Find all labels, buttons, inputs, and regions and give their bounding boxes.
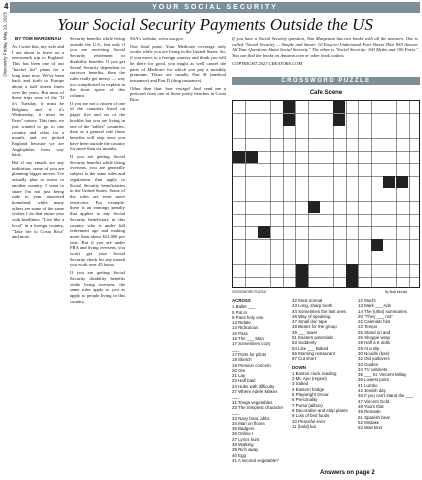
down-clues-continued — [358, 298, 420, 430]
clue-item: 41 Lumbo — [358, 382, 378, 388]
clue-item: 3 Salted — [292, 381, 309, 387]
clue-item: 46 Way of speaking — [292, 313, 331, 319]
clue-item: 20 Ore — [232, 367, 246, 373]
clue-item: 8 Decorative and strip plants — [292, 407, 348, 413]
clue-item: 36 Lowest point — [358, 377, 389, 383]
clue-item: 57 Cut short — [292, 356, 316, 362]
clue-item: 51 Eastern potentials — [292, 335, 334, 341]
black-square — [371, 239, 383, 251]
clue-item: 16 The ___ Man — [232, 336, 264, 342]
clue-item: 53 Suddenly — [292, 340, 317, 346]
clue-item: 51 Spanish bear — [358, 414, 390, 420]
crossword-credit-left: CROSSWORD PUZZLE — [232, 290, 267, 294]
black-square — [296, 264, 308, 276]
clue-item: 19 Pension concern — [232, 362, 271, 368]
black-square — [396, 176, 408, 188]
paragraph: If you have a Social Security question, Tom Margenau has two books with all the answers. One is called "Social Security — Simple and Smart: 10 Easy-to-Understand Fact Sheets That Will Answer All Your Questions About Social Security." The other is "Social Security: 100 Myths and 100 Facts." You can find the books on Amazon.com or other book outlets. — [232, 36, 418, 59]
clue-item: 10 Peaceful-ever — [292, 418, 326, 424]
section-banner-label: YOUR SOCIAL SECURITY — [152, 4, 278, 11]
clue-item: 49 ___ tower — [292, 329, 318, 335]
clue-item: 37 Lyrics hunt — [232, 436, 260, 442]
clue-item: 48 Beans for the group — [292, 324, 337, 330]
clue-item: 44 Sometimes the last ones — [292, 308, 347, 314]
clue-item: 34 TV cabinets — [358, 366, 388, 372]
clue-item: 42 Most normal — [292, 298, 323, 303]
clue-item: 24 Hubs with difficulty — [232, 383, 275, 389]
clue-item: 28 Half a K dolls — [358, 340, 390, 346]
clue-item: 11 (bold) kai — [292, 423, 316, 429]
clue-item: 30 Noodle (ban) — [358, 350, 390, 356]
paragraph: But if my emails are any indication, some of you are planning bigger moves. I've actually plan to move to another country. I want to share I'm not just being rude to your answered homeland, while many others are some of the same wishes I do that entire year with headlines: "Live like a local" in a foreign country, "Take her to Costa Rica" and more. — [12, 160, 64, 240]
clue-item: 40 Egg — [232, 452, 246, 458]
clue-item: 34 Man on floors — [232, 420, 265, 426]
clue-item: ___ — [232, 394, 240, 400]
black-square — [383, 176, 395, 188]
clue-item: 43 Long, sharp tooth — [292, 303, 333, 309]
black-square — [333, 101, 345, 113]
clue-item: 52 Mistake — [358, 419, 380, 425]
clue-item: 5 Put in — [232, 309, 247, 315]
paragraph: Other than that: bon voyage! And send me a postcard from one of those pretty beaches in Costa Rica. — [130, 85, 226, 103]
clue-item: 33 Guides — [358, 361, 379, 367]
clue-item: 1 Ballet ___ — [232, 304, 256, 310]
article-column-2 — [70, 36, 125, 304]
across-heading: ACROSS — [232, 298, 251, 303]
article-column-3 — [130, 36, 226, 103]
clue-item: 35 ___ St. Vincent Millay — [358, 372, 407, 378]
clue-item: 38 Walking — [232, 442, 254, 448]
clue-item: 47 Vincent Gold — [358, 398, 390, 404]
clue-item: 6 Personality — [292, 397, 318, 403]
clue-item: 41 A second vegetable? — [232, 457, 279, 463]
clue-item: 29 At a slip — [358, 345, 380, 351]
article-headline: Your Social Security Payments Outside the US — [57, 15, 373, 34]
down-heading: DOWN — [292, 364, 306, 370]
black-square — [283, 101, 295, 113]
clue-item: 54 Like ___ Baked — [292, 345, 329, 351]
clue-item: 35 Badgers — [232, 426, 255, 432]
clue-item: 1 Boston clock reading — [292, 370, 337, 376]
clue-item: 22 Calendar hint — [358, 319, 391, 325]
clue-item: 21 Lay — [232, 373, 246, 379]
black-square — [308, 201, 320, 213]
across-clues — [232, 298, 292, 463]
clue-item: 56 Morning restaurant — [292, 350, 335, 356]
paragraph: As I write this, my wife and I are about to leave on a one-month trip to England. This has been one of our "bucket list" plans for a long time now. We've been back and forth to Europe about a half dozen times over the years. But most of those trips were of the "If it's Tuesday, it must be Belgium and if it's Wednesday, it must be Paris" variety. This time, we just wanted to go to one country and relax for a month, and we picked England because we are Anglophiles from way back. — [12, 44, 65, 158]
black-square — [333, 114, 345, 126]
clue-item: 15 Pass — [232, 330, 248, 336]
black-square — [246, 151, 258, 163]
clue-item: 31 Tonga vegetables — [232, 399, 273, 405]
paragraph: One final point. Your Medicare coverage only works while you are living in the United States. So, if you move to a foreign country and think you will be there for good, you might as well cancel the parts of Medicare for which you pay a monthly premium. Those are usually Part B (medical insurance) and Part D (drug insurance). — [130, 43, 226, 83]
clue-item: 48 Yours that — [358, 403, 384, 409]
clue-item: 23 Half bald — [232, 378, 256, 384]
clue-item: 23 Tempo — [358, 324, 378, 330]
page-number: 4 — [4, 2, 9, 11]
clue-item: 18 Sketch — [232, 357, 252, 363]
clue-item: ___ — [232, 410, 240, 416]
clue-item: 14 The (ultra) summaries — [358, 308, 407, 314]
clue-item: 47 Small doc tape — [292, 319, 328, 325]
clue-item: 42 Jewish day — [358, 388, 386, 394]
clue-item: 53 Wait kind — [358, 425, 382, 431]
clue-item: 20 "They ___ not" — [358, 313, 393, 319]
clue-item: 32 Old pullovers — [358, 356, 390, 362]
article-column-4 — [232, 36, 418, 67]
section-banner — [10, 2, 420, 13]
clue-item: 9 Lots of bed foods — [292, 413, 330, 419]
clue-item: 33 The Simplest character — [232, 404, 284, 410]
black-square — [258, 226, 270, 238]
clue-item: 14 Ridiculous — [232, 325, 259, 331]
clue-item: 27 Where Adele Makes — [232, 389, 278, 395]
crossword-banner-label: CROSSWORD PUZZLE — [281, 78, 371, 84]
clue-item: 13 Relate — [232, 320, 251, 326]
black-square — [296, 276, 308, 288]
clue-item: 17 Ports for pilots — [232, 351, 267, 357]
side-date-strip — [1, 12, 9, 82]
clue-item: 13 Mark ___ Ads — [358, 303, 391, 309]
clue-item: 25 Stand on and — [358, 329, 391, 335]
across-clues-continued — [292, 298, 355, 429]
clue-item: ___ — [232, 346, 240, 352]
paragraph: If you are getting Social Security disability benefits while living overseas, the same rules apply to you as apply to people living in this country. — [70, 270, 125, 304]
clue-item: 26 Shoppe wrap — [358, 335, 390, 341]
black-square — [346, 276, 358, 288]
clue-item: 49 Remade — [358, 409, 381, 415]
crossword-title: Cafe Scene — [309, 90, 343, 96]
clue-item: 7 Purse (ailbox) — [292, 402, 323, 408]
article-column-1 — [12, 36, 64, 240]
side-date-text: Discovery Friday, May 19, 2023 — [2, 12, 8, 77]
clue-item: 2 Mt. Apo (region) — [292, 376, 327, 382]
clue-item: 12 Mod's — [358, 298, 376, 303]
crossword-credit-right: By Matt Kincaid — [385, 290, 408, 294]
crossword-grid[interactable] — [232, 100, 420, 288]
clue-item: 33 Navy boat, abbr. — [232, 415, 271, 421]
black-square — [233, 151, 245, 163]
clue-item: 46 If you can't stand the ___ — [358, 393, 414, 399]
clue-item: 4 Eastern bridge — [292, 386, 325, 392]
paragraph: If you are getting Social Security benefits while living overseas, you are generally subject to the same rules and regulations that apply to Social Security beneficiaries in the United States. Some of the rules are even more restrictive. For example, there is an earnings penalty that applies to any Social Security beneficiary in this country who is under full retirement age and making more than about $21,000 per year. But if you are under FRA and living overseas, you won't get your Social Security check for any month you work over 45 hours. — [70, 154, 125, 268]
answers-note: Answers on page 2 — [320, 470, 375, 476]
clue-item: 5 Playwright Oscar — [292, 392, 329, 398]
clue-item: 36 Online I — [232, 431, 254, 437]
black-square — [346, 264, 358, 276]
byline: BY TOM MARGENAU — [14, 36, 62, 41]
clue-item: 9 Pans holy one — [232, 314, 264, 320]
paragraph: SSA's website, www.ssa.gov. — [130, 36, 184, 41]
paragraph: If you are not a citizen of one of the countries listed on pages five and six of the booklet but you are living in one of the "tables" countries, then as a general rule those benefits will stop once you have been outside the country for more than six months. — [70, 100, 125, 152]
crossword-banner — [232, 77, 420, 85]
copyright: COPYRIGHT 2023 CREATORS.COM — [232, 60, 303, 66]
clue-item: 17 Sometimes cozy — [232, 341, 271, 347]
clue-item: 39 Rich away — [232, 447, 259, 453]
paragraph: Security benefits while living outside the U.S., but only if you are receiving Social Security retirement or disability benefits. If you get Social Security dependent or survivor benefits, then the rules really get messy — way too complicated to explain in the short space of this column. — [70, 36, 125, 99]
black-square — [283, 114, 295, 126]
